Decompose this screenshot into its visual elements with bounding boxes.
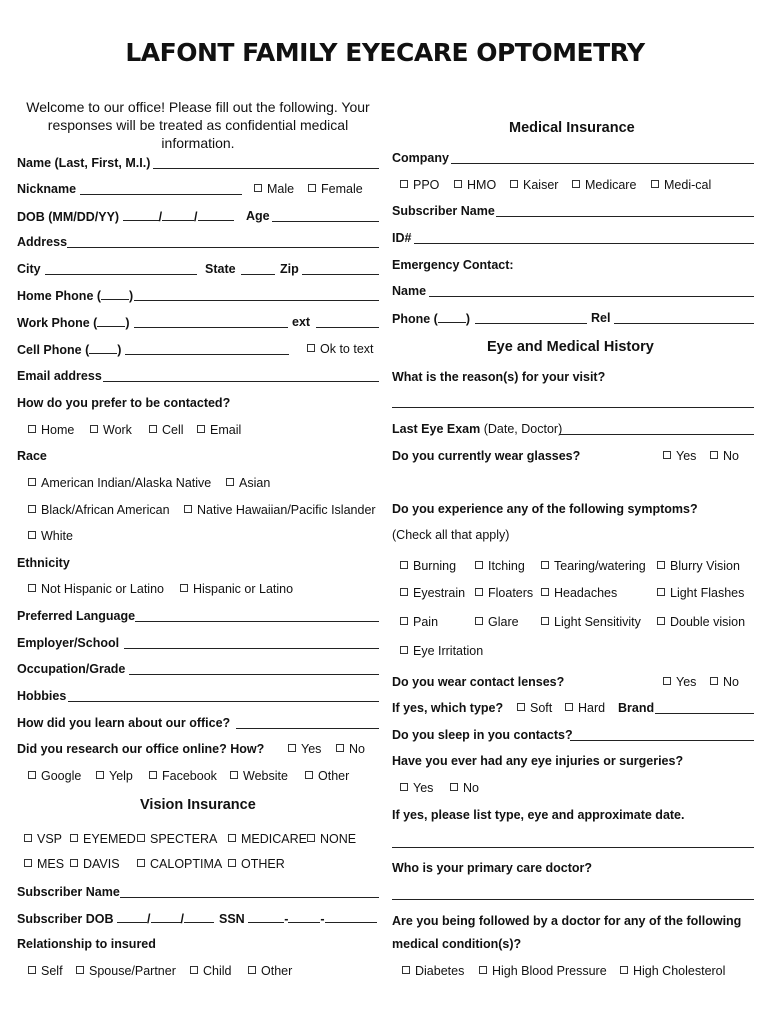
checkbox-icon [180, 584, 188, 592]
followed-question-line2: medical condition(s)? [392, 937, 522, 951]
symptom-pain-checkbox[interactable]: Pain [400, 615, 438, 630]
email-field[interactable] [103, 381, 379, 382]
sub-dob-year-field[interactable] [184, 911, 214, 923]
ssn-label: SSN - - [219, 911, 377, 927]
checkbox-icon [307, 834, 315, 842]
ext-field[interactable] [316, 327, 379, 328]
email-label: Email address [17, 369, 102, 383]
checkbox-icon [70, 834, 78, 842]
checkbox-icon [657, 561, 665, 569]
checkbox-icon [400, 617, 408, 625]
symptom-eye-irritation-checkbox[interactable]: Eye Irritation [400, 644, 483, 659]
female-label: Female [321, 182, 363, 196]
checkbox-icon [28, 771, 36, 779]
welcome-text: Welcome to our office! Please fill out the following. Your responses will be treated as confidential medical information. [26, 99, 370, 151]
subscriber-dob-label: Subscriber DOB / / [17, 911, 214, 927]
checkbox-icon [190, 966, 198, 974]
checkbox-icon [479, 966, 487, 974]
checkbox-icon [308, 184, 316, 192]
state-label: State [205, 262, 236, 276]
research-no-checkbox[interactable]: No [336, 742, 365, 757]
checkbox-icon [336, 744, 344, 752]
sleep-contacts-field[interactable] [570, 740, 754, 741]
plan-medicare-checkbox[interactable]: Medicare [572, 178, 636, 193]
medical-insurance-heading: Medical Insurance [509, 120, 635, 136]
checkbox-icon [90, 425, 98, 433]
relationship-label: Relationship to insured [17, 937, 156, 951]
emergency-name-field[interactable] [429, 296, 754, 297]
company-label: Company [392, 151, 449, 165]
learn-about-field[interactable] [236, 728, 379, 729]
checkbox-icon [24, 859, 32, 867]
checkbox-icon [184, 505, 192, 513]
hobbies-field[interactable] [68, 701, 379, 702]
race-black-checkbox[interactable]: Black/African American [28, 503, 170, 518]
checkbox-icon [76, 966, 84, 974]
glasses-no-checkbox[interactable]: No [710, 449, 739, 464]
checkbox-icon [70, 859, 78, 867]
id-field[interactable] [414, 243, 754, 244]
medical-subscriber-name-label: Subscriber Name [392, 204, 495, 218]
wear-glasses-question: Do you currently wear glasses? [392, 449, 581, 463]
primary-doctor-field[interactable] [392, 899, 754, 900]
city-field[interactable] [45, 274, 197, 275]
checkbox-icon [710, 451, 718, 459]
city-label: City [17, 262, 41, 276]
followed-question-line1: Are you being followed by a doctor for any of the following [392, 914, 742, 928]
name-field[interactable] [153, 168, 379, 169]
zip-label: Zip [280, 262, 299, 276]
sub-dob-day-field[interactable] [151, 911, 181, 923]
symptom-blurry-checkbox[interactable]: Blurry Vision [657, 559, 740, 574]
checkbox-icon [28, 505, 36, 513]
vision-vsp-checkbox[interactable]: VSP [24, 832, 62, 847]
symptom-itching-checkbox[interactable]: Itching [475, 559, 525, 574]
ext-label: ext [292, 315, 311, 329]
race-native-hawaiian-checkbox[interactable]: Native Hawaiian/Pacific Islander [184, 503, 376, 518]
work-area-code-field[interactable] [97, 315, 125, 327]
checkbox-icon [28, 531, 36, 539]
checkbox-icon [454, 180, 462, 188]
checkbox-icon [651, 180, 659, 188]
preferred-language-field[interactable] [135, 621, 379, 622]
race-asian-checkbox[interactable]: Asian [226, 476, 270, 491]
checkbox-icon [572, 180, 580, 188]
male-label: Male [267, 182, 295, 196]
checkbox-icon [710, 677, 718, 685]
ethnicity-not-hispanic-checkbox[interactable]: Not Hispanic or Latino [28, 582, 164, 597]
vision-medicare-checkbox[interactable]: MEDICARE [228, 832, 307, 847]
checkbox-icon [149, 425, 157, 433]
checkbox-icon [137, 859, 145, 867]
online-other-checkbox[interactable]: Other [305, 769, 349, 784]
dob-month-field[interactable] [123, 209, 159, 221]
injuries-no-checkbox[interactable]: No [450, 781, 479, 796]
checkbox-icon [450, 783, 458, 791]
vision-subscriber-name-label: Subscriber Name [17, 885, 120, 899]
checkbox-icon [541, 617, 549, 625]
checkbox-icon [657, 617, 665, 625]
symptom-light-flashes-checkbox[interactable]: Light Flashes [657, 586, 744, 601]
male-checkbox[interactable] [254, 182, 294, 197]
checkbox-icon [400, 646, 408, 654]
symptom-burning-checkbox[interactable]: Burning [400, 559, 456, 574]
checkbox-icon [541, 588, 549, 596]
emergency-name-label: Name [392, 284, 427, 298]
age-field[interactable] [272, 221, 379, 222]
home-phone-label: Home Phone ( ) [17, 289, 134, 303]
checkbox-icon [230, 771, 238, 779]
injuries-list-prompt: If yes, please list type, eye and approximate date. [392, 808, 685, 822]
checkbox-icon [305, 771, 313, 779]
symptom-tearing-checkbox[interactable]: Tearing/watering [541, 559, 646, 574]
emergency-contact-label: Emergency Contact: [392, 258, 514, 272]
learn-about-label: How did you learn about our office? [17, 716, 231, 730]
relationship-self-checkbox[interactable]: Self [28, 964, 63, 979]
symptoms-question: Do you experience any of the following symptoms? [392, 502, 698, 516]
rel-field[interactable] [614, 323, 754, 324]
contacts-yes-checkbox[interactable]: Yes [663, 675, 696, 690]
checkbox-icon [400, 588, 408, 596]
hobbies-label: Hobbies [17, 689, 67, 703]
checkbox-icon [620, 966, 628, 974]
vision-eyemed-checkbox[interactable]: EYEMED [70, 832, 136, 847]
checkbox-icon [541, 561, 549, 569]
rel-label: Rel [591, 311, 611, 325]
company-field[interactable] [451, 163, 754, 164]
dob-year-field[interactable] [198, 209, 234, 221]
checkbox-icon [28, 966, 36, 974]
checkbox-icon [288, 744, 296, 752]
vision-subscriber-name-field[interactable] [120, 897, 379, 898]
ok-to-text-checkbox[interactable] [307, 342, 374, 357]
zip-field[interactable] [302, 274, 379, 275]
preferred-language-label: Preferred Language [17, 609, 136, 623]
online-yelp-checkbox[interactable]: Yelp [96, 769, 133, 784]
employer-field[interactable] [124, 648, 379, 649]
checkbox-icon [24, 834, 32, 842]
checkbox-icon [400, 180, 408, 188]
checkbox-icon [400, 561, 408, 569]
checkbox-icon [228, 834, 236, 842]
injuries-list-field[interactable] [392, 847, 754, 848]
race-american-indian-checkbox[interactable]: American Indian/Alaska Native [28, 476, 211, 491]
symptom-glare-checkbox[interactable]: Glare [475, 615, 519, 630]
symptom-eyestrain-checkbox[interactable]: Eyestrain [400, 586, 465, 601]
checkbox-icon [28, 584, 36, 592]
checkbox-icon [226, 478, 234, 486]
emergency-area-code-field[interactable] [438, 311, 466, 323]
checkbox-icon [663, 677, 671, 685]
lens-type-question: If yes, which type? [392, 701, 504, 715]
symptom-headaches-checkbox[interactable]: Headaches [541, 586, 617, 601]
checkbox-icon [228, 859, 236, 867]
emergency-phone-field[interactable] [475, 323, 587, 324]
checkbox-icon [137, 834, 145, 842]
sleep-contacts-question: Do you sleep in you contacts? [392, 728, 573, 742]
checkbox-icon [517, 703, 525, 711]
eye-history-heading: Eye and Medical History [487, 339, 654, 355]
dob-label: DOB (MM/DD/YY) / / [17, 209, 234, 225]
vision-caloptima-checkbox[interactable]: CALOPTIMA [137, 857, 222, 872]
cell-phone-field[interactable] [125, 354, 289, 355]
home-area-code-field[interactable] [101, 288, 129, 300]
contact-email-checkbox[interactable]: Email [197, 423, 241, 438]
brand-label: Brand [618, 701, 655, 715]
address-field[interactable] [67, 247, 379, 248]
ethnicity-hispanic-checkbox[interactable]: Hispanic or Latino [180, 582, 293, 597]
symptom-light-sensitivity-checkbox[interactable]: Light Sensitivity [541, 615, 641, 630]
contact-work-checkbox[interactable]: Work [90, 423, 132, 438]
symptom-double-vision-checkbox[interactable]: Double vision [657, 615, 745, 630]
reason-field[interactable] [392, 407, 754, 408]
checkbox-icon [400, 783, 408, 791]
ssn-part3-field[interactable] [325, 911, 377, 923]
ok-to-text-label: Ok to text [320, 342, 374, 356]
condition-high-cholesterol-checkbox[interactable]: High Cholesterol [620, 964, 725, 979]
plan-medi-cal-checkbox[interactable]: Medi-cal [651, 178, 711, 193]
checkbox-icon [149, 771, 157, 779]
checkbox-icon [96, 771, 104, 779]
research-online-question: Did you research our office online? How? [17, 742, 265, 756]
checkbox-icon [657, 588, 665, 596]
research-yes-checkbox[interactable]: Yes [288, 742, 321, 757]
glasses-yes-checkbox[interactable]: Yes [663, 449, 696, 464]
nickname-field[interactable] [80, 194, 242, 195]
nickname-label: Nickname [17, 182, 77, 196]
employer-label: Employer/School [17, 636, 120, 650]
vision-mes-checkbox[interactable]: MES [24, 857, 64, 872]
symptom-floaters-checkbox[interactable]: Floaters [475, 586, 533, 601]
online-website-checkbox[interactable]: Website [230, 769, 288, 784]
lens-hard-checkbox[interactable]: Hard [565, 701, 605, 716]
race-label: Race [17, 449, 47, 463]
occupation-field[interactable] [129, 674, 379, 675]
vision-insurance-heading: Vision Insurance [140, 797, 256, 813]
online-google-checkbox[interactable]: Google [28, 769, 81, 784]
primary-doctor-question: Who is your primary care doctor? [392, 861, 593, 875]
checkbox-icon [663, 451, 671, 459]
contact-cell-checkbox[interactable]: Cell [149, 423, 184, 438]
checkbox-icon [248, 966, 256, 974]
cell-phone-label: Cell Phone ( ) [17, 343, 122, 357]
last-eye-exam-label: Last Eye Exam (Date, Doctor) [392, 422, 563, 436]
work-phone-label: Work Phone ( ) [17, 316, 130, 330]
medical-subscriber-name-field[interactable] [496, 216, 754, 217]
checkbox-icon [197, 425, 205, 433]
relationship-child-checkbox[interactable]: Child [190, 964, 232, 979]
check-all-note: (Check all that apply) [392, 528, 510, 542]
plan-kaiser-checkbox[interactable]: Kaiser [510, 178, 558, 193]
online-facebook-checkbox[interactable]: Facebook [149, 769, 217, 784]
contact-home-checkbox[interactable]: Home [28, 423, 74, 438]
vision-spectera-checkbox[interactable]: SPECTERA [137, 832, 217, 847]
ssn-part2-field[interactable] [288, 911, 320, 923]
emergency-phone-label: Phone ( ) [392, 312, 471, 326]
checkbox-icon [307, 344, 315, 352]
injuries-yes-checkbox[interactable]: Yes [400, 781, 433, 796]
checkbox-icon [475, 617, 483, 625]
occupation-label: Occupation/Grade [17, 662, 126, 676]
vision-none-checkbox[interactable]: NONE [307, 832, 356, 847]
address-label: Address [17, 235, 68, 249]
state-field[interactable] [241, 274, 275, 275]
checkbox-icon [565, 703, 573, 711]
work-phone-field[interactable] [134, 327, 288, 328]
plan-ppo-checkbox[interactable]: PPO [400, 178, 439, 193]
checkbox-icon [28, 478, 36, 486]
reason-question: What is the reason(s) for your visit? [392, 370, 606, 384]
last-eye-exam-field[interactable] [559, 434, 754, 435]
checkbox-icon [254, 184, 262, 192]
ssn-part1-field[interactable] [248, 911, 284, 923]
condition-high-blood-pressure-checkbox[interactable]: High Blood Pressure [479, 964, 607, 979]
age-label: Age [246, 209, 270, 223]
female-checkbox[interactable] [308, 182, 363, 197]
plan-hmo-checkbox[interactable]: HMO [454, 178, 496, 193]
checkbox-icon [510, 180, 518, 188]
form-title: LAFONT FAMILY EYECARE OPTOMETRY [125, 38, 645, 67]
cell-area-code-field[interactable] [89, 342, 117, 354]
brand-field[interactable] [655, 713, 754, 714]
contacts-question: Do you wear contact lenses? [392, 675, 565, 689]
relationship-spouse-checkbox[interactable]: Spouse/Partner [76, 964, 176, 979]
lens-soft-checkbox[interactable]: Soft [517, 701, 552, 716]
home-phone-field[interactable] [134, 300, 379, 301]
ethnicity-label: Ethnicity [17, 556, 70, 570]
checkbox-icon [28, 425, 36, 433]
checkbox-icon [475, 588, 483, 596]
contacts-no-checkbox[interactable]: No [710, 675, 739, 690]
injuries-question: Have you ever had any eye injuries or surgeries? [392, 754, 684, 768]
checkbox-icon [402, 966, 410, 974]
vision-other-checkbox[interactable]: OTHER [228, 857, 285, 872]
relationship-other-checkbox[interactable]: Other [248, 964, 292, 979]
condition-diabetes-checkbox[interactable]: Diabetes [402, 964, 464, 979]
race-white-checkbox[interactable]: White [28, 529, 73, 544]
contact-pref-question: How do you prefer to be contacted? [17, 396, 231, 410]
name-label: Name (Last, First, M.I.) [17, 156, 151, 170]
sub-dob-month-field[interactable] [117, 911, 147, 923]
dob-day-field[interactable] [162, 209, 194, 221]
vision-davis-checkbox[interactable]: DAVIS [70, 857, 120, 872]
checkbox-icon [475, 561, 483, 569]
id-label: ID# [392, 231, 412, 245]
